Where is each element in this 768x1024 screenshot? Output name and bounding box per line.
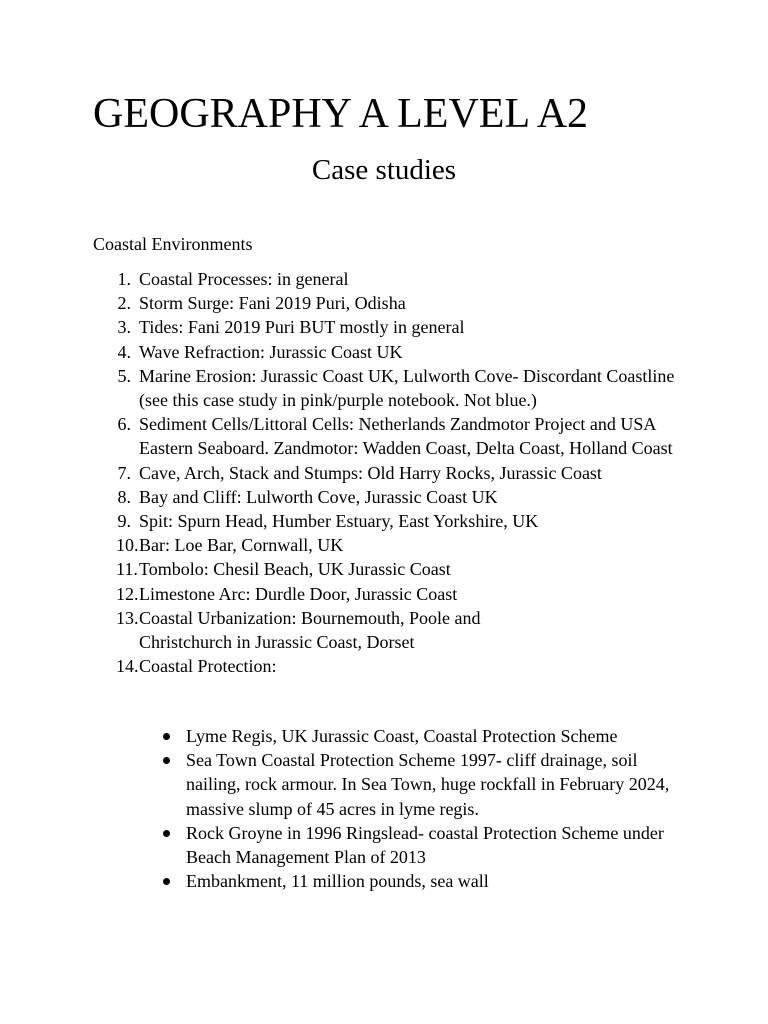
list-item xyxy=(93,557,683,581)
list-number: 6. xyxy=(117,414,131,435)
list-item xyxy=(93,485,683,509)
list-item xyxy=(93,533,683,557)
list-item-text: Coastal Protection: xyxy=(139,656,277,677)
list-item xyxy=(93,582,683,606)
list-item-text: Wave Refraction: Jurassic Coast UK xyxy=(139,341,403,362)
list-item xyxy=(93,654,683,678)
bullet-text: Sea Town Coastal Protection Scheme 1997- cliff drainage, soil nailing, rock armour. In Sea Town, huge rockfall in February 2024, massive slump of 45 acres in lyme regis. xyxy=(186,750,670,819)
list-item-text: Sediment Cells/Littoral Cells: Netherlands Zandmotor Project and USA Eastern Seaboard. Zandmotor: Wadden Coast, Delta Coast, Holland Coast xyxy=(139,414,673,459)
case-study-list xyxy=(93,267,683,678)
list-item xyxy=(93,606,683,654)
list-number: 13. xyxy=(116,607,139,628)
bullets xyxy=(93,724,683,893)
bullet-icon xyxy=(163,757,170,764)
bullet-text: Lyme Regis, UK Jurassic Coast, Coastal Protection Scheme xyxy=(186,726,618,746)
list-number: 9. xyxy=(117,511,131,532)
list-number: 8. xyxy=(117,486,131,507)
list-item-text: Storm Surge: Fani 2019 Puri, Odisha xyxy=(139,293,406,314)
bullet-item xyxy=(186,869,683,893)
list-item-text: Coastal Urbanization: Bournemouth, Poole and xyxy=(139,607,481,628)
page-title: GEOGRAPHY A LEVEL A2 xyxy=(93,91,589,137)
list-item-text: Cave, Arch, Stack and Stumps: Old Harry Rocks, Jurassic Coast xyxy=(139,462,602,483)
list-number: 4. xyxy=(117,341,131,362)
list-item xyxy=(93,412,683,460)
list-number: 1. xyxy=(117,269,131,289)
bullet-icon xyxy=(163,733,170,740)
bullet-list-wrapper xyxy=(93,724,683,893)
list-item xyxy=(93,340,683,364)
list-number: 7. xyxy=(117,462,131,483)
bullet-item xyxy=(186,724,683,748)
protection-bullet-list xyxy=(93,724,683,893)
list-item-text: Tides: Fani 2019 Puri BUT mostly in general xyxy=(139,317,465,338)
list-number: 2. xyxy=(117,293,131,314)
bullet-item xyxy=(186,748,683,821)
list-item xyxy=(93,509,683,533)
bullet-item xyxy=(186,821,683,869)
list-item-continuation: Christchurch in Jurassic Coast, Dorset xyxy=(139,632,415,653)
list-item-text: Limestone Arc: Durdle Door, Jurassic Coast xyxy=(139,583,458,604)
list-number: 10. xyxy=(116,535,139,556)
list-item-text: Bar: Loe Bar, Cornwall, UK xyxy=(139,535,344,556)
bullet-icon xyxy=(163,878,170,885)
list-item xyxy=(93,461,683,485)
list-item-text: Bay and Cliff: Lulworth Cove, Jurassic Coast UK xyxy=(139,486,498,507)
list-item xyxy=(93,267,683,291)
list-item xyxy=(93,364,683,412)
list-item-text: Tombolo: Chesil Beach, UK Jurassic Coast xyxy=(139,559,451,580)
list-item xyxy=(93,291,683,315)
section-heading: Coastal Environments xyxy=(93,234,253,254)
bullet-text: Rock Groyne in 1996 Ringslead- coastal Protection Scheme under Beach Management Plan of 2013 xyxy=(186,822,664,868)
list-number: 5. xyxy=(117,365,131,386)
list-item-text: Coastal Processes: in general xyxy=(139,269,349,289)
list-number: 3. xyxy=(117,317,131,338)
list-number: 12. xyxy=(116,583,139,604)
bullet-text: Embankment, 11 million pounds, sea wall xyxy=(186,871,489,892)
list-item-text: Spit: Spurn Head, Humber Estuary, East Yorkshire, UK xyxy=(139,511,539,532)
list-number: 11. xyxy=(116,559,138,580)
list-number: 14. xyxy=(116,656,139,677)
bullet-icon xyxy=(163,830,170,837)
list-item xyxy=(93,315,683,339)
page-subtitle: Case studies xyxy=(311,154,457,186)
list-item-text: Marine Erosion: Jurassic Coast UK, Lulworth Cove- Discordant Coastline (see this case study in pink/purple notebook. Not blue.) xyxy=(139,365,675,411)
